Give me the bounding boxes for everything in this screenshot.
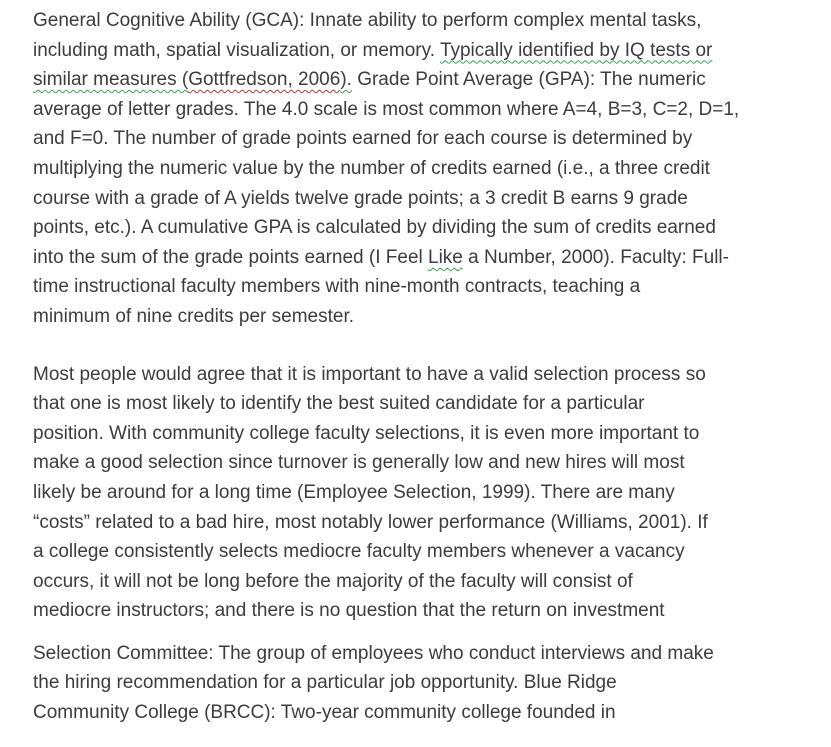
text-run: position. With community college faculty selections, it is even more important to <box>33 422 700 444</box>
grammar-flagged-text: Like <box>428 246 463 268</box>
text-run: make a good selection since turnover is generally low and new hires will most <box>33 452 685 474</box>
text-run: likely be around for a long time (Employee Selection, 1999). There are many <box>33 481 675 503</box>
text-line <box>33 419 831 449</box>
text-line <box>33 639 831 669</box>
spelling-flagged-text: Gottfredson, 2006 <box>188 69 341 91</box>
text-line <box>33 508 831 538</box>
text-run: multiplying the numeric value by the number of credits earned (i.e., a three credit <box>33 157 710 179</box>
text-line <box>33 36 831 66</box>
text-run: course with a grade of A yields twelve grade points; a 3 credit B earns 9 grade <box>33 187 688 209</box>
text-line <box>33 389 831 419</box>
text-line <box>33 184 831 214</box>
text-line <box>33 124 831 154</box>
text-run: mediocre instructors; and there is no question that the return on investment <box>33 600 665 622</box>
text-run: a Number, 2000). Faculty: Full- <box>462 246 729 268</box>
text-run: points, etc.). A cumulative GPA is calculated by dividing the sum of credits earned <box>33 217 716 239</box>
text-run: occurs, it will not be long before the majority of the faculty will consist of <box>33 570 633 592</box>
text-line <box>33 95 831 125</box>
text-line <box>33 567 831 597</box>
text-run: and F=0. The number of grade points earned for each course is determined by <box>33 128 693 150</box>
grammar-flagged-text: similar measures ( <box>33 69 189 91</box>
text-run: time instructional faculty members with nine-month contracts, teaching a <box>33 276 641 298</box>
text-run: minimum of nine credits per semester. <box>33 305 355 327</box>
text-line <box>33 596 831 626</box>
text-run: into the sum of the grade points earned (I Feel <box>33 246 429 268</box>
text-run: General Cognitive Ability (GCA): Innate ability to perform complex mental tasks, <box>33 10 702 31</box>
text-line <box>33 154 831 184</box>
document-body <box>33 6 831 728</box>
text-run: “costs” related to a bad hire, most notably lower performance (Williams, 2001). If <box>33 511 708 533</box>
paragraph <box>33 360 831 626</box>
text-line <box>33 448 831 478</box>
text-run: the hiring recommendation for a particular job opportunity. Blue Ridge <box>33 672 617 694</box>
text-run: that one is most likely to identify the best suited candidate for a particular <box>33 393 645 415</box>
text-line <box>33 6 831 36</box>
text-line <box>33 360 831 390</box>
text-line <box>33 537 831 567</box>
text-line <box>33 302 831 332</box>
text-run: Most people would agree that it is important to have a valid selection process so <box>33 363 706 385</box>
text-run: Community College (BRCC): Two-year community college founded in <box>33 702 616 724</box>
text-line <box>33 668 831 698</box>
paragraph <box>33 639 831 728</box>
paragraph <box>33 6 831 332</box>
text-run: average of letter grades. The 4.0 scale is most common where A=4, B=3, C=2, D=1, <box>33 98 740 120</box>
text-run: Grade Point Average (GPA): The numeric <box>351 69 706 91</box>
text-run: Selection Committee: The group of employees who conduct interviews and make <box>33 642 714 664</box>
text-line <box>33 213 831 243</box>
text-line <box>33 272 831 302</box>
text-line <box>33 478 831 508</box>
text-line <box>33 65 831 95</box>
text-run: including math, spatial visualization, or memory. <box>33 39 440 61</box>
text-line <box>33 698 831 728</box>
grammar-flagged-text: Typically identified by IQ tests or <box>439 39 713 61</box>
grammar-flagged-text <box>188 69 340 90</box>
grammar-flagged-text: ). <box>340 69 352 91</box>
text-run: a college consistently selects mediocre faculty members whenever a vacancy <box>33 541 685 563</box>
text-line <box>33 243 831 273</box>
